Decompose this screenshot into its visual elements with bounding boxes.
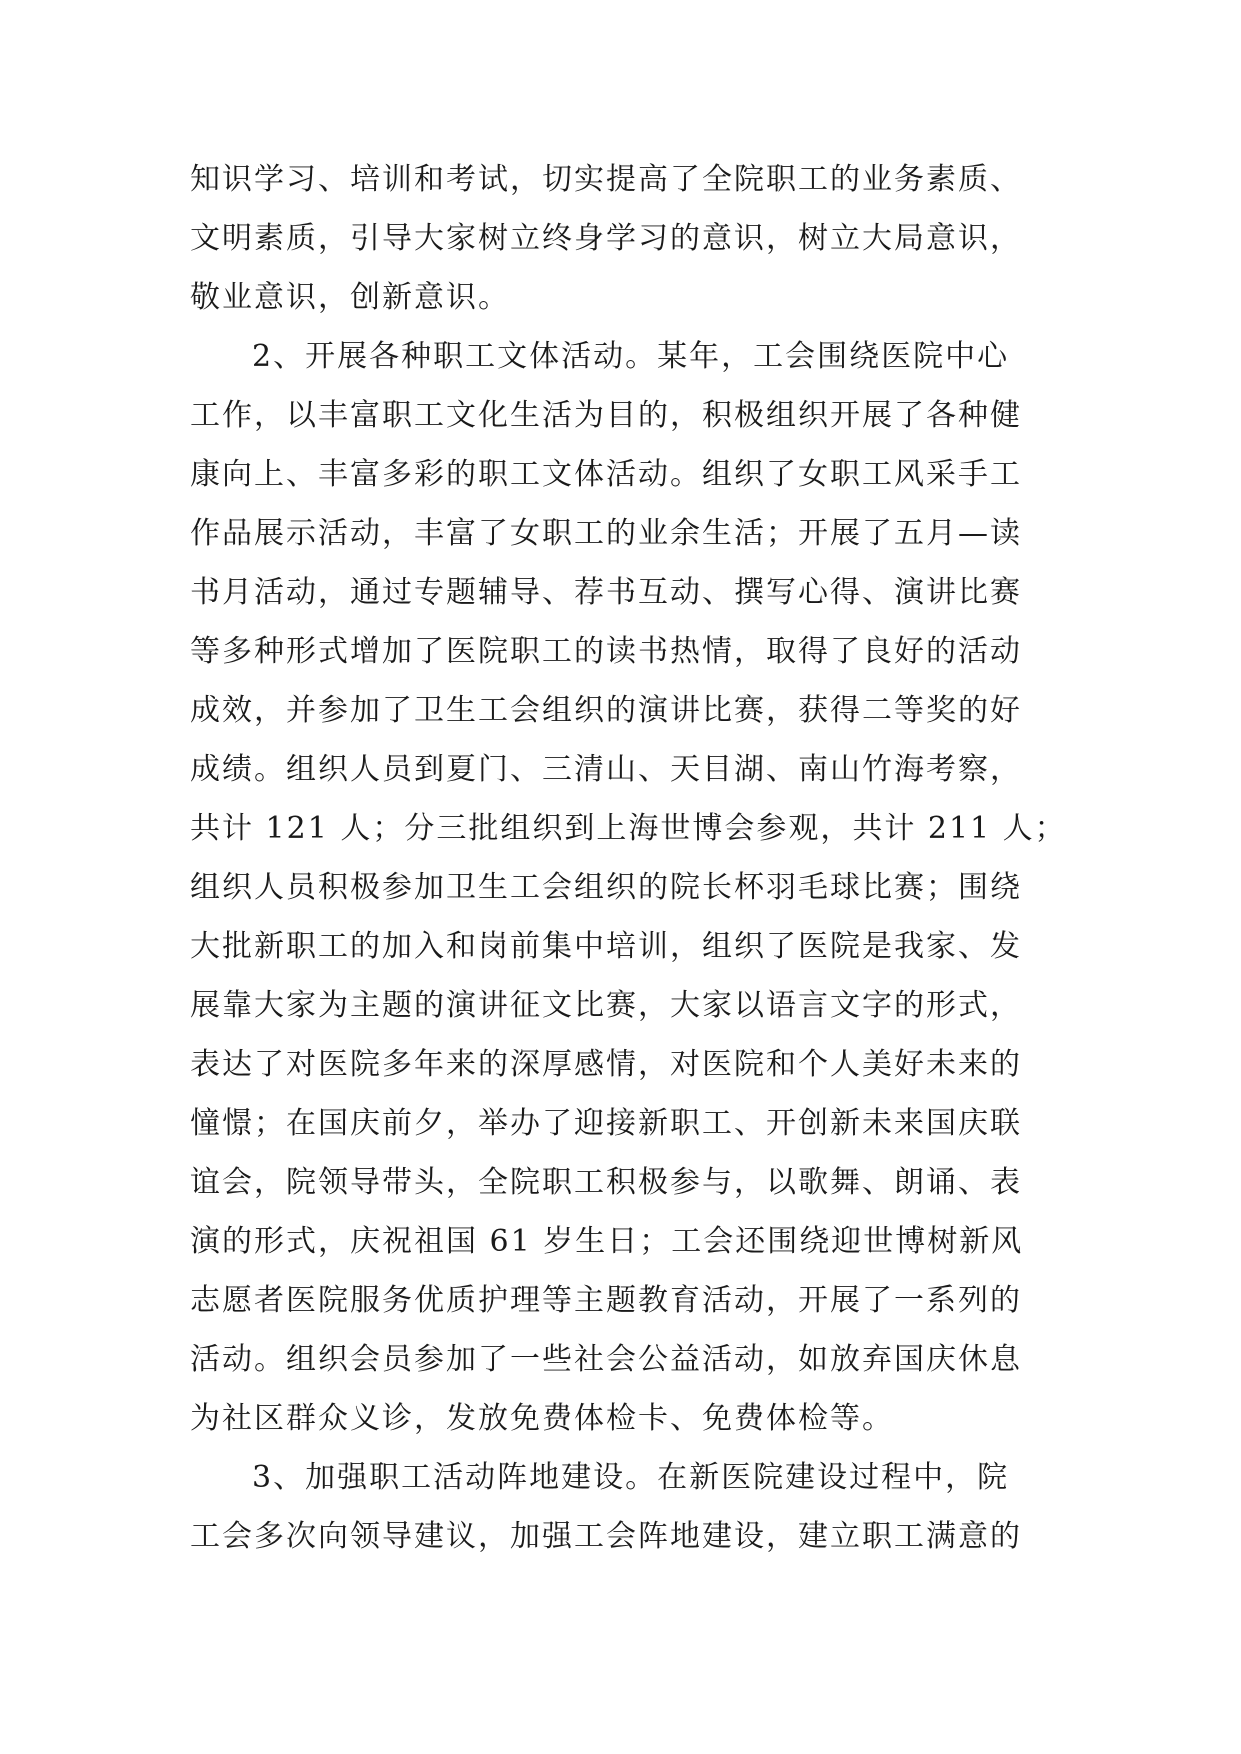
paragraph-start-line: 2、开展各种职工文体活动。某年，工会围绕医院中心 — [252, 339, 1010, 374]
text-line: 志愿者医院服务优质护理等主题教育活动，开展了一系列的 — [190, 1283, 1022, 1318]
text-line: 作品展示活动，丰富了女职工的业余生活；开展了五月—读 — [190, 516, 1022, 551]
text-line: 成效，并参加了卫生工会组织的演讲比赛，获得二等奖的好 — [190, 693, 1022, 728]
text-line: 工作，以丰富职工文化生活为目的，积极组织开展了各种健 — [190, 398, 1022, 433]
text-line: 工会多次向领导建议，加强工会阵地建设，建立职工满意的 — [190, 1519, 1022, 1554]
text-line: 康向上、丰富多彩的职工文体活动。组织了女职工风采手工 — [190, 457, 1022, 492]
text-line: 谊会，院领导带头，全院职工积极参与，以歌舞、朗诵、表 — [190, 1165, 1022, 1200]
text-line: 憧憬；在国庆前夕，举办了迎接新职工、开创新未来国庆联 — [190, 1106, 1022, 1141]
text-line: 演的形式，庆祝祖国 61 岁生日；工会还围绕迎世博树新风 — [190, 1224, 1024, 1259]
text-line: 敬业意识，创新意识。 — [190, 280, 510, 315]
body-text — [190, 150, 1067, 1566]
text-line: 等多种形式增加了医院职工的读书热情，取得了良好的活动 — [190, 634, 1022, 669]
text-line: 书月活动，通过专题辅导、荐书互动、撰写心得、演讲比赛 — [190, 575, 1022, 610]
text-line: 为社区群众义诊，发放免费体检卡、免费体检等。 — [190, 1401, 894, 1436]
text-line: 大批新职工的加入和岗前集中培训，组织了医院是我家、发 — [190, 929, 1022, 964]
paragraph-start-line: 3、加强职工活动阵地建设。在新医院建设过程中，院 — [252, 1460, 1010, 1495]
text-line: 展靠大家为主题的演讲征文比赛，大家以语言文字的形式， — [190, 988, 1022, 1023]
text-line: 活动。组织会员参加了一些社会公益活动，如放弃国庆休息 — [190, 1342, 1022, 1377]
text-line: 文明素质，引导大家树立终身学习的意识，树立大局意识， — [190, 221, 1022, 256]
text-line: 共计 121 人；分三批组织到上海世博会参观，共计 211 人； — [190, 811, 1067, 846]
text-line: 知识学习、培训和考试，切实提高了全院职工的业务素质、 — [190, 162, 1022, 197]
text-line: 成绩。组织人员到夏门、三清山、天目湖、南山竹海考察， — [190, 752, 1022, 787]
text-line: 组织人员积极参加卫生工会组织的院长杯羽毛球比赛；围绕 — [190, 870, 1022, 905]
text-line: 表达了对医院多年来的深厚感情，对医院和个人美好未来的 — [190, 1047, 1022, 1082]
